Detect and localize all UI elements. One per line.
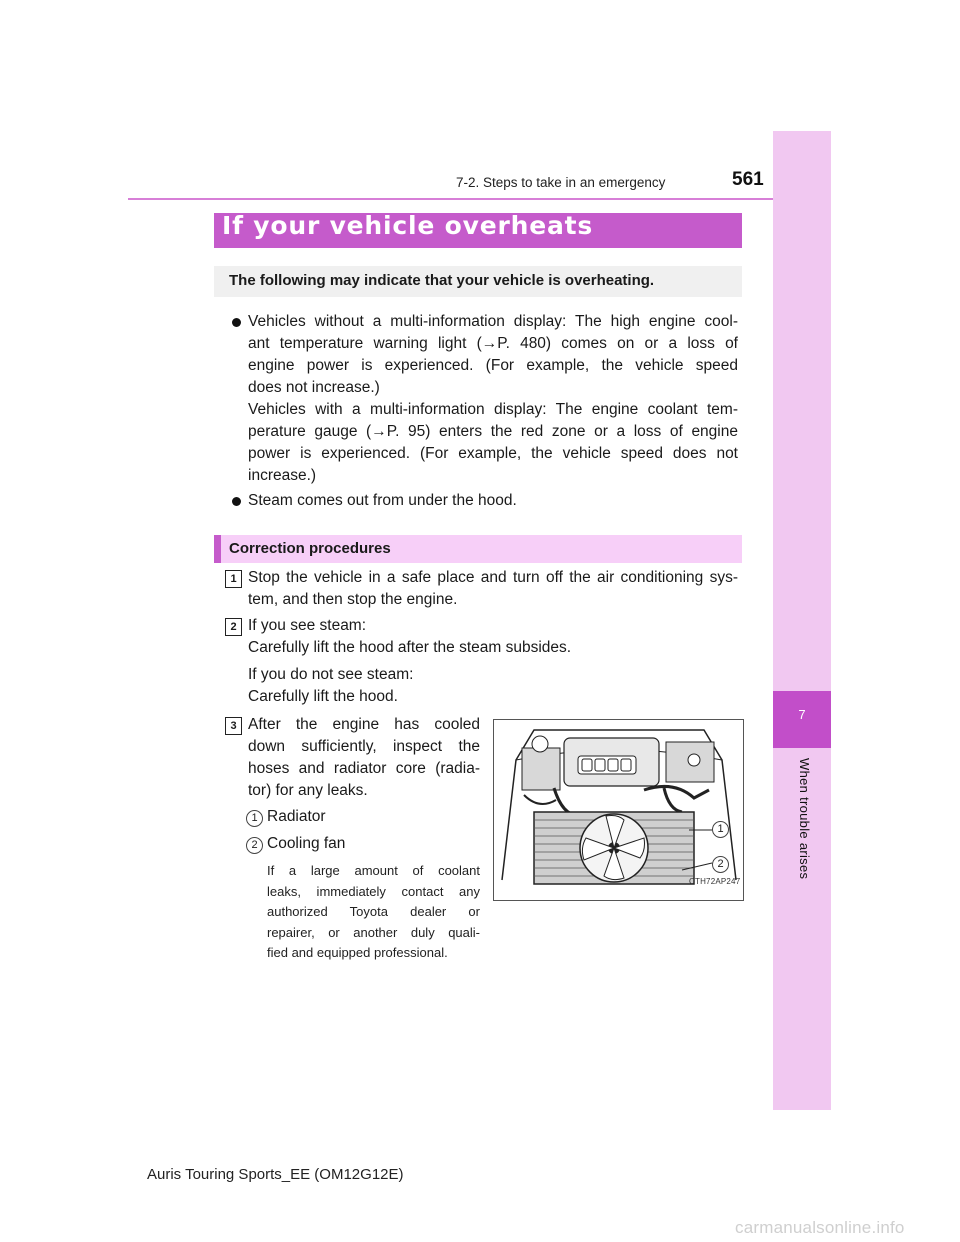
text-line: repairer, or another duly quali- — [267, 924, 480, 940]
text-line: authorized Toyota dealer or — [267, 904, 480, 919]
text-line: After the engine has cooled — [248, 716, 480, 733]
step-2-number: 2 — [225, 618, 242, 636]
text-line: Vehicles without a multi-information display: The high engine cool- — [248, 313, 738, 330]
item-1-label: Radiator — [267, 808, 326, 825]
callout-radiator: 1 — [712, 821, 729, 838]
step-2-line-3: If you do not see steam: — [248, 666, 414, 683]
text-line: down sufficiently, inspect the — [248, 738, 480, 755]
step-1-number: 1 — [225, 570, 242, 588]
text-line: fied and equipped professional. — [267, 945, 448, 960]
text-line: Stop the vehicle in a safe place and turn off the air conditioning sys- — [248, 569, 738, 586]
text-line: does not increase.) — [248, 379, 380, 396]
page-title: If your vehicle overheats — [222, 211, 594, 240]
correction-heading: Correction procedures — [229, 540, 391, 557]
text-line: leaks, immediately contact any — [267, 883, 480, 899]
text-line: perature gauge (→P. 95) enters the red zone or a loss of engine — [248, 423, 738, 440]
step-3-note — [267, 861, 480, 964]
correction-heading-accent — [214, 535, 221, 563]
step-3-text — [248, 714, 480, 802]
header-divider — [128, 198, 831, 200]
indicators-heading: The following may indicate that your vehicle is overheating. — [229, 272, 655, 289]
step-2-line-2: Carefully lift the hood after the steam subsides. — [248, 639, 572, 656]
text-line: Vehicles with a multi-information display: The engine coolant tem- — [248, 401, 738, 418]
text-line: ant temperature warning light (→P. 480) comes on or a loss of — [248, 335, 738, 352]
chapter-side-tab — [773, 131, 831, 1110]
chapter-label: When trouble arises — [797, 758, 812, 880]
item-2-number: 2 — [246, 837, 263, 854]
text-line: tor) for any leaks. — [248, 782, 368, 799]
text-line: power is experienced. (For example, the vehicle speed does not — [248, 445, 738, 462]
callout-cooling-fan: 2 — [712, 856, 729, 873]
bullet-indicator-1 — [248, 311, 738, 487]
figure-caption: CTH72AP247 — [689, 877, 741, 886]
engine-bay-illustration — [493, 719, 744, 901]
watermark: carmanualsonline.info — [735, 1218, 905, 1237]
item-2-label: Cooling fan — [267, 835, 346, 852]
page-number: 561 — [732, 169, 764, 190]
chapter-number: 7 — [798, 707, 806, 722]
text-line: tem, and then stop the engine. — [248, 591, 458, 608]
item-1-number: 1 — [246, 810, 263, 827]
step-1-text — [248, 567, 738, 611]
bullet-dot — [232, 497, 241, 506]
text-line: engine power is experienced. (For example, the vehicle speed — [248, 357, 738, 374]
step-2-line-4: Carefully lift the hood. — [248, 688, 398, 705]
footer-model: Auris Touring Sports_EE (OM12G12E) — [147, 1166, 404, 1183]
text-line: If a large amount of coolant — [267, 863, 480, 878]
bullet-dot — [232, 318, 241, 327]
section-header: 7-2. Steps to take in an emergency — [456, 175, 666, 190]
text-line: hoses and radiator core (radia- — [248, 760, 480, 777]
bullet-indicator-2: Steam comes out from under the hood. — [248, 492, 517, 509]
step-3-number: 3 — [225, 717, 242, 735]
text-line: increase.) — [248, 467, 317, 484]
engine-bay-drawing — [494, 720, 743, 900]
step-2-line-1: If you see steam: — [248, 617, 367, 634]
